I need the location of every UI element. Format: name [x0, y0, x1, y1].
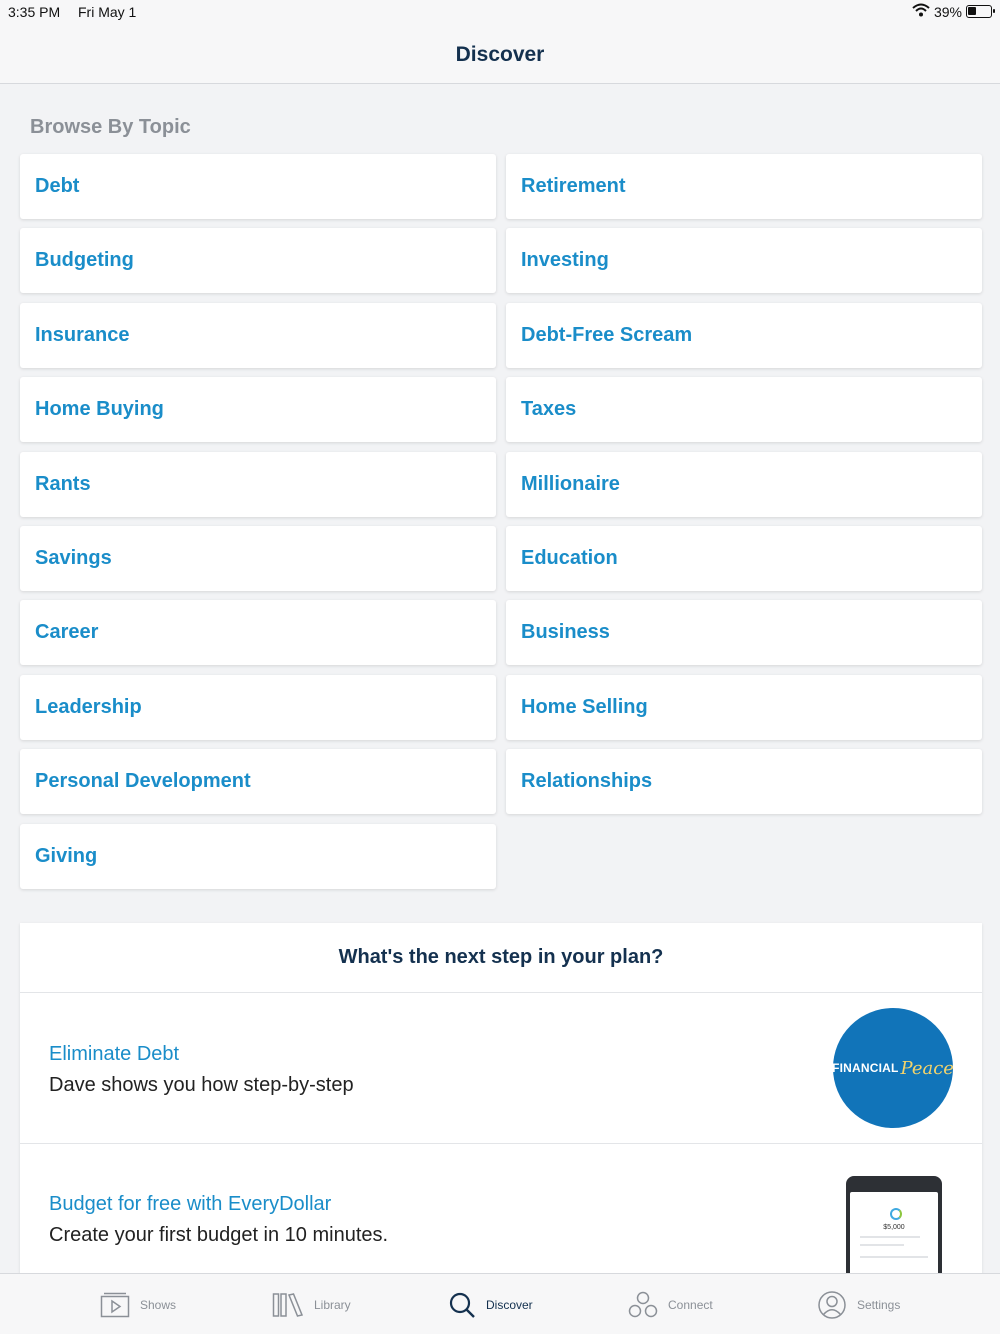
tab-library[interactable]	[272, 1274, 351, 1334]
plan-item-eliminate-debt[interactable]	[20, 994, 982, 1144]
battery-icon	[966, 5, 992, 18]
topic-card-debt[interactable]: Debt	[20, 154, 496, 219]
everydollar-phone-image	[846, 1176, 942, 1274]
search-icon	[448, 1291, 476, 1319]
budget-ring-icon	[890, 1208, 902, 1220]
tab-connect[interactable]	[628, 1274, 713, 1334]
tab-discover[interactable]	[448, 1274, 533, 1334]
play-icon	[100, 1292, 130, 1318]
tab-settings[interactable]	[817, 1274, 900, 1334]
library-icon	[272, 1292, 304, 1318]
phone-screen	[850, 1192, 938, 1274]
nav-bar	[0, 26, 1000, 84]
tab-label: Settings	[857, 1297, 901, 1312]
status-right	[912, 3, 992, 20]
connect-icon	[628, 1291, 658, 1319]
topic-card-millionaire[interactable]: Millionaire	[506, 452, 982, 517]
phone-line	[860, 1244, 904, 1246]
topic-card-debt-free-scream[interactable]: Debt-Free Scream	[506, 303, 982, 368]
tab-label: Library	[314, 1297, 351, 1312]
topic-card-relationships[interactable]: Relationships	[506, 749, 982, 814]
browse-heading: Browse By Topic	[30, 116, 191, 138]
logo-word-peace: Peace	[900, 1057, 954, 1079]
plan-item-subtitle: Dave shows you how step-by-step	[49, 1074, 354, 1096]
status-date: Fri May 1	[78, 4, 137, 20]
topic-card-business[interactable]: Business	[506, 600, 982, 665]
topic-card-personal-development[interactable]: Personal Development	[20, 749, 496, 814]
phone-line	[860, 1256, 928, 1258]
plan-item-link[interactable]: Eliminate Debt	[49, 1043, 180, 1065]
tab-shows[interactable]	[100, 1274, 176, 1334]
topic-card-leadership[interactable]: Leadership	[20, 675, 496, 740]
battery-percent: 39%	[933, 3, 962, 20]
financial-peace-logo	[833, 1008, 953, 1128]
tab-label: Shows	[140, 1297, 177, 1312]
phone-amount: $5,000	[883, 1224, 905, 1231]
plan-item-subtitle: Create your first budget in 10 minutes.	[49, 1224, 389, 1246]
topic-card-rants[interactable]: Rants	[20, 452, 496, 517]
topic-card-home-buying[interactable]: Home Buying	[20, 377, 496, 442]
status-bar	[0, 0, 1000, 26]
user-icon	[817, 1290, 847, 1320]
topic-card-giving[interactable]: Giving	[20, 824, 496, 889]
topic-card-investing[interactable]: Investing	[506, 228, 982, 293]
topic-card-savings[interactable]: Savings	[20, 526, 496, 591]
wifi-icon	[912, 3, 930, 20]
plan-item-link[interactable]: Budget for free with EveryDollar	[49, 1193, 332, 1215]
page-title: Discover	[455, 42, 545, 66]
topic-card-education[interactable]: Education	[506, 526, 982, 591]
logo-word-financial: FINANCIAL	[832, 1061, 899, 1075]
tab-label: Discover	[486, 1297, 533, 1312]
next-step-card	[20, 923, 982, 1274]
plan-item-everydollar[interactable]	[20, 1144, 982, 1274]
next-step-title: What's the next step in your plan?	[20, 923, 982, 993]
tab-label: Connect	[668, 1297, 713, 1312]
topic-card-retirement[interactable]: Retirement	[506, 154, 982, 219]
tab-bar	[0, 1273, 1000, 1334]
topic-card-budgeting[interactable]: Budgeting	[20, 228, 496, 293]
topic-card-taxes[interactable]: Taxes	[506, 377, 982, 442]
status-time: 3:35 PM	[8, 4, 61, 20]
topic-card-career[interactable]: Career	[20, 600, 496, 665]
topic-card-home-selling[interactable]: Home Selling	[506, 675, 982, 740]
phone-line	[860, 1236, 920, 1238]
topic-card-insurance[interactable]: Insurance	[20, 303, 496, 368]
